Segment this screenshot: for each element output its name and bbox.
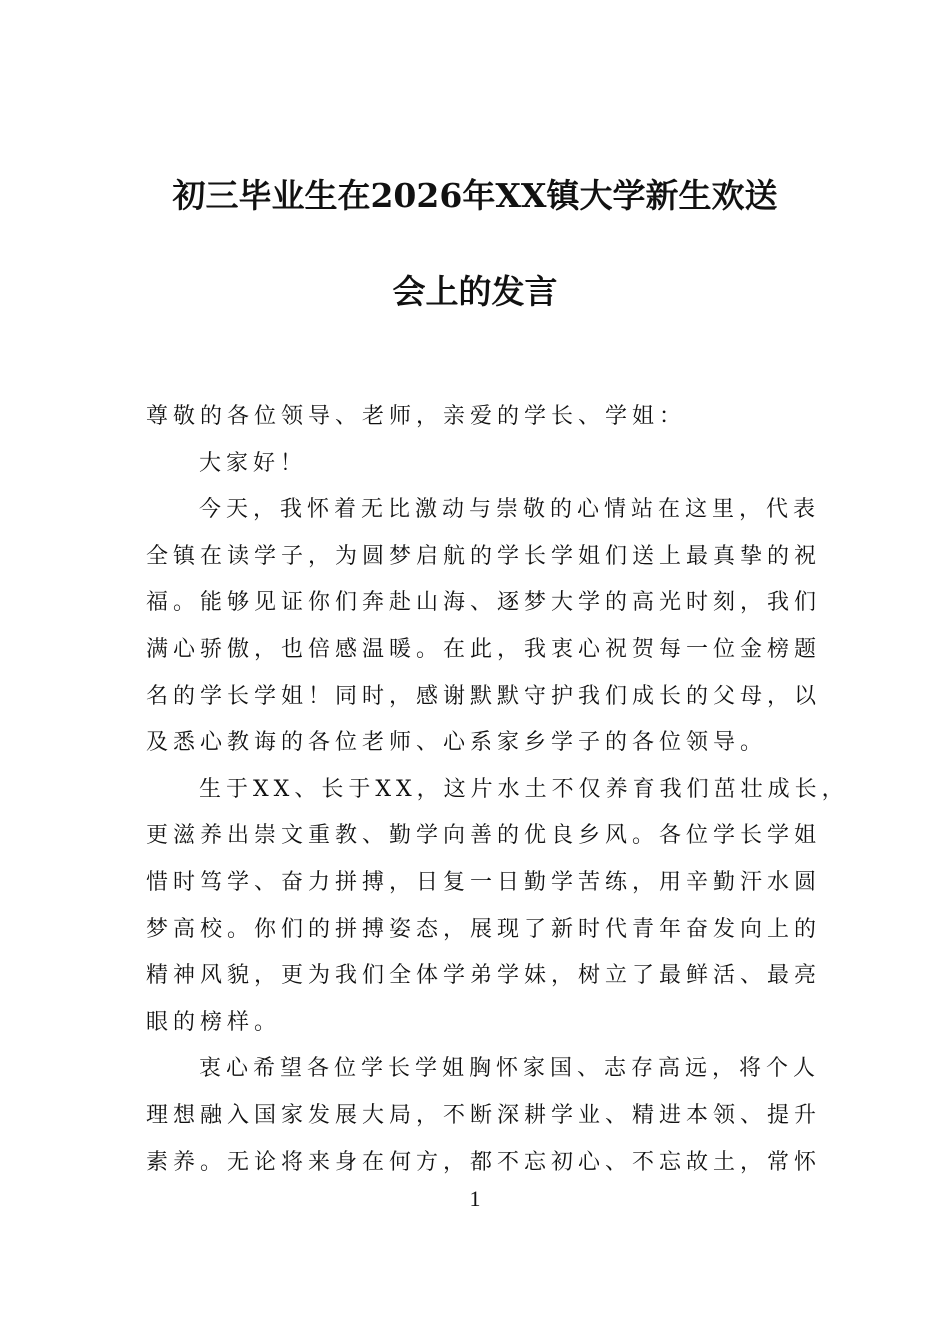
body-line: 更滋养出崇文重教、勤学向善的优良乡风。各位学长学姐 (146, 823, 822, 849)
body-line: 生于XX、长于XX，这片水土不仅养育我们茁壮成长， (199, 776, 849, 802)
body-line: 名的学长学姐！同时，感谢默默守护我们成长的父母，以 (146, 683, 822, 709)
document-title-line-1: 初三毕业生在2026年XX镇大学新生欢送 (172, 176, 778, 215)
body-line: 素养。无论将来身在何方，都不忘初心、不忘故土，常怀 (146, 1149, 822, 1175)
document-body (146, 394, 849, 1186)
body-line: 精神风貌，更为我们全体学弟学妹，树立了最鲜活、最亮 (146, 963, 822, 989)
body-line: 福。能够见证你们奔赴山海、逐梦大学的高光时刻，我们 (146, 590, 822, 616)
body-line: 眼的榜样。 (146, 1009, 282, 1035)
body-line: 衷心希望各位学长学姐胸怀家国、志存高远，将个人 (199, 1056, 821, 1082)
body-line: 全镇在读学子，为圆梦启航的学长学姐们送上最真挚的祝 (146, 543, 822, 569)
salutation-line: 尊敬的各位领导、老师，亲爱的学长、学姐： (146, 404, 687, 429)
body-line: 理想融入国家发展大局，不断深耕学业、精进本领、提升 (146, 1102, 822, 1128)
body-line: 惜时笃学、奋力拼搏，日复一日勤学苦练，用辛勤汗水圆 (146, 869, 822, 895)
greeting-line: 大家好！ (199, 450, 308, 476)
body-line: 满心骄傲，也倍感温暖。在此，我衷心祝贺每一位金榜题 (146, 636, 822, 662)
body-line: 今天，我怀着无比激动与崇敬的心情站在这里，代表 (199, 497, 821, 523)
page-number: 1 (469, 1186, 481, 1211)
document-title-line-2: 会上的发言 (392, 272, 558, 311)
body-line: 及悉心教诲的各位老师、心系家乡学子的各位领导。 (146, 730, 768, 756)
body-line: 梦高校。你们的拼搏姿态，展现了新时代青年奋发向上的 (146, 916, 822, 942)
